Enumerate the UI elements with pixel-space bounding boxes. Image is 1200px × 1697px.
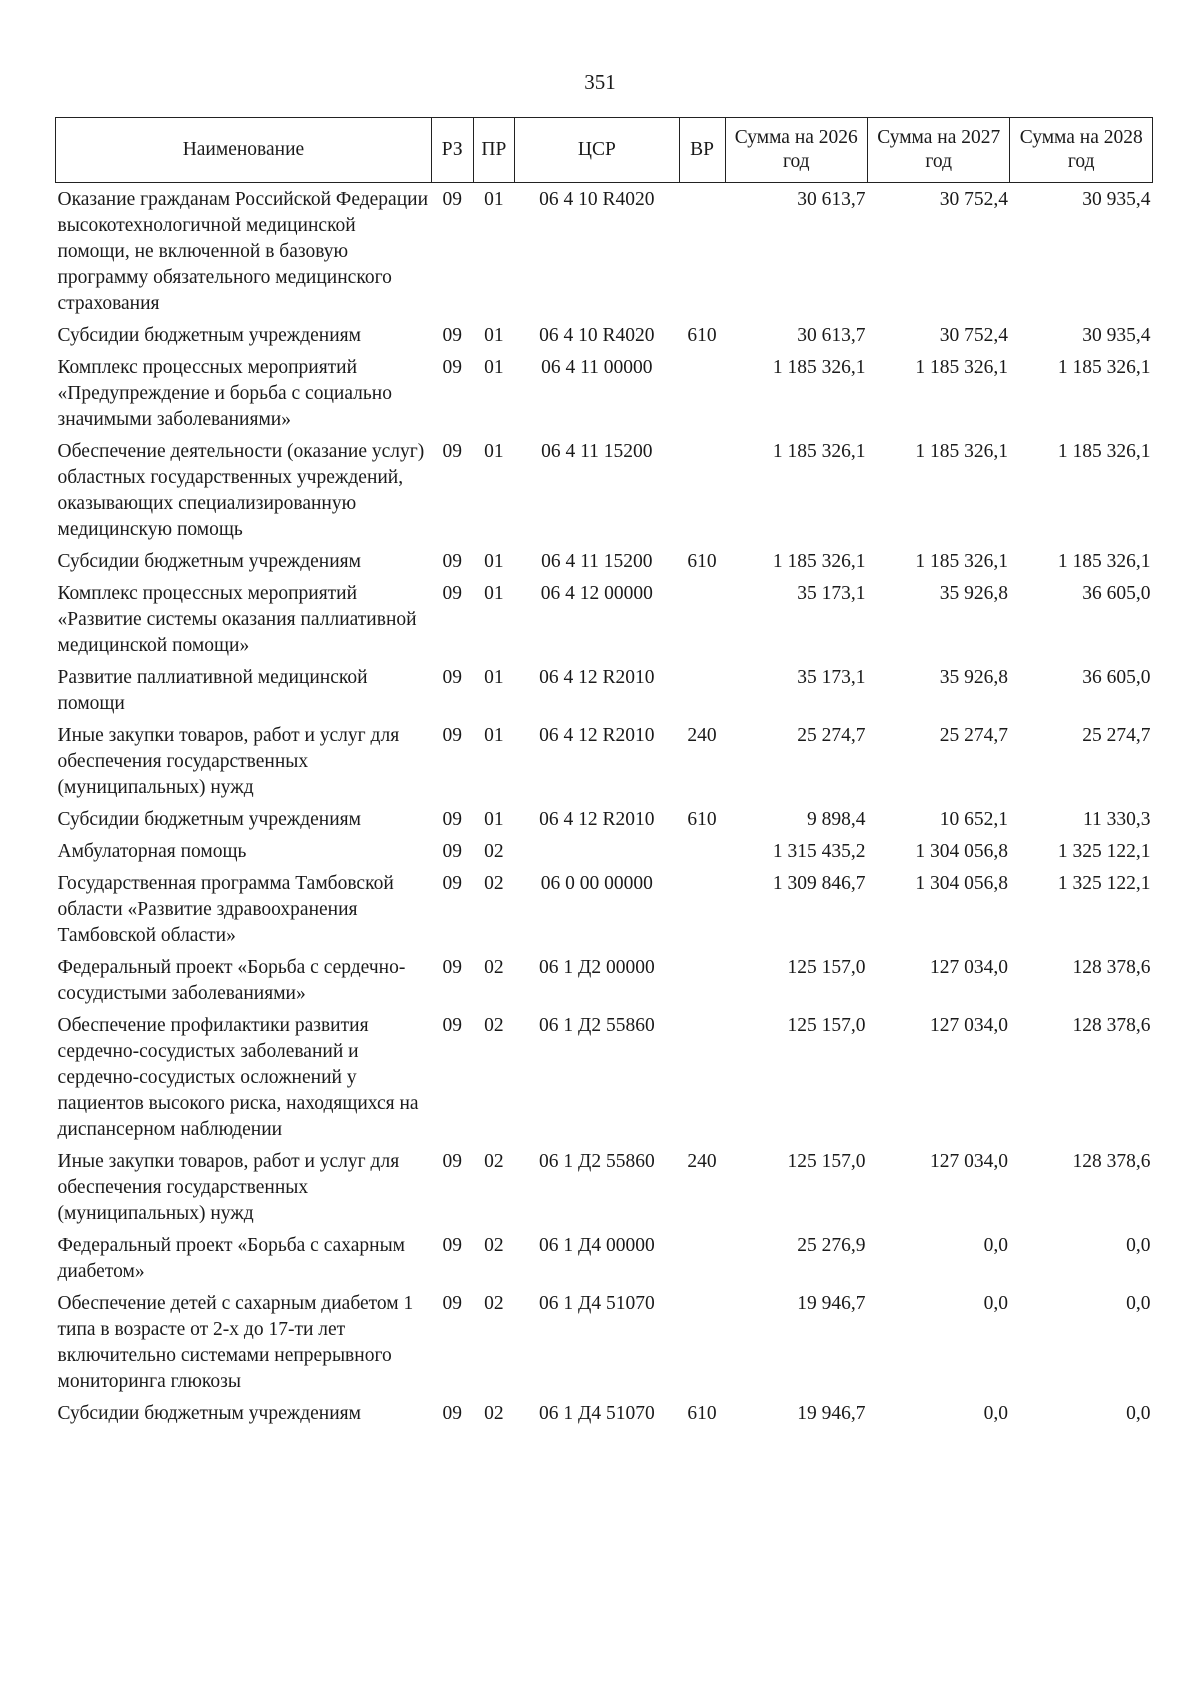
cell-sum-2027: 0,0 [983,1235,1008,1256]
cell-pr: 02 [484,1293,504,1314]
cell-sum-2028: 1 325 122,1 [1057,841,1151,862]
cell-sum-2026: 125 157,0 [787,1151,866,1172]
cell-vr [679,351,725,435]
cell-sum-2027: 1 185 326,1 [915,551,1008,572]
cell-sum-2027: 127 034,0 [929,1151,1008,1172]
cell-pr: 02 [484,841,504,862]
cell-name: Субсидии бюджетным учреждениям [57,551,361,572]
cell-vr [679,1229,725,1287]
table-header-row [56,118,1153,183]
header-rz: РЗ [431,118,473,183]
cell-vr [679,435,725,545]
cell-csr: 06 1 Д2 00000 [539,957,655,978]
cell-sum-2027: 25 274,7 [939,725,1008,746]
cell-csr: 06 4 11 15200 [541,551,653,572]
cell-sum-2028: 1 325 122,1 [1057,873,1151,894]
cell-sum-2027: 1 185 326,1 [915,441,1008,462]
cell-pr: 02 [484,1235,504,1256]
cell-sum-2026: 35 173,1 [797,583,866,604]
cell-rz: 09 [442,551,462,572]
cell-name: Амбулаторная помощь [57,841,247,862]
table-row [56,835,1153,867]
cell-pr: 01 [484,583,504,604]
cell-rz: 09 [442,1235,462,1256]
cell-csr: 06 1 Д4 51070 [539,1403,655,1424]
cell-rz: 09 [442,441,462,462]
header-sum-2026: Сумма на 2026 год [725,118,867,183]
cell-sum-2026: 1 185 326,1 [772,551,866,572]
cell-rz: 09 [442,1293,462,1314]
cell-rz: 09 [442,1015,462,1036]
cell-sum-2027: 35 926,8 [939,667,1008,688]
table-row [56,1009,1153,1145]
cell-sum-2027: 1 304 056,8 [915,841,1008,862]
table-row [56,319,1153,351]
cell-vr: 240 [687,725,717,746]
budget-table [55,117,1153,1429]
cell-vr: 610 [687,809,717,830]
cell-sum-2027: 127 034,0 [929,1015,1008,1036]
cell-csr: 06 4 11 00000 [541,357,653,378]
cell-sum-2028: 1 185 326,1 [1057,357,1151,378]
cell-sum-2026: 25 274,7 [797,725,866,746]
cell-sum-2026: 1 185 326,1 [772,357,866,378]
cell-sum-2026: 35 173,1 [797,667,866,688]
cell-csr: 06 4 12 R2010 [539,725,655,746]
cell-pr: 02 [484,1403,504,1424]
cell-pr: 01 [484,551,504,572]
table-row [56,803,1153,835]
cell-pr: 01 [484,357,504,378]
cell-vr [679,577,725,661]
cell-name: Обеспечение деятельности (оказание услуг) областных государственных учреждений, оказывающих специализированную медицинскую помощь [57,441,425,540]
cell-vr [679,183,725,320]
cell-sum-2027: 1 185 326,1 [915,357,1008,378]
table-row [56,867,1153,951]
cell-pr: 01 [484,809,504,830]
cell-vr [679,835,725,867]
cell-sum-2027: 0,0 [983,1403,1008,1424]
page-number: 351 [584,70,616,94]
cell-vr: 610 [687,551,717,572]
cell-sum-2028: 1 185 326,1 [1057,551,1151,572]
table-row [56,719,1153,803]
cell-rz: 09 [442,583,462,604]
cell-csr: 06 1 Д2 55860 [539,1151,655,1172]
cell-vr [679,1287,725,1397]
cell-csr: 06 4 12 R2010 [539,667,655,688]
cell-csr: 06 1 Д2 55860 [539,1015,655,1036]
cell-vr [679,1009,725,1145]
cell-vr: 610 [687,325,717,346]
cell-sum-2028: 36 605,0 [1082,583,1151,604]
header-name: Наименование [56,118,432,183]
cell-csr: 06 1 Д4 00000 [539,1235,655,1256]
cell-pr: 01 [484,189,504,210]
cell-rz: 09 [442,667,462,688]
cell-pr: 01 [484,441,504,462]
cell-sum-2026: 19 946,7 [797,1403,866,1424]
cell-sum-2026: 25 276,9 [797,1235,866,1256]
cell-rz: 09 [442,325,462,346]
cell-sum-2028: 30 935,4 [1082,189,1151,210]
cell-sum-2027: 10 652,1 [939,809,1008,830]
header-sum-2027: Сумма на 2027 год [868,118,1010,183]
cell-vr [679,661,725,719]
cell-sum-2026: 125 157,0 [787,1015,866,1036]
table-row [56,951,1153,1009]
cell-vr [679,951,725,1009]
cell-rz: 09 [442,957,462,978]
cell-csr: 06 4 12 R2010 [539,809,655,830]
cell-sum-2028: 128 378,6 [1072,1015,1151,1036]
cell-pr: 01 [484,325,504,346]
cell-pr: 02 [484,873,504,894]
cell-rz: 09 [442,841,462,862]
cell-name: Иные закупки товаров, работ и услуг для обеспечения государственных (муниципальных) нужд [57,1151,400,1224]
cell-vr: 610 [687,1403,717,1424]
table-body [56,183,1153,1430]
cell-csr: 06 4 11 15200 [541,441,653,462]
cell-sum-2028: 30 935,4 [1082,325,1151,346]
cell-rz: 09 [442,189,462,210]
cell-sum-2028: 128 378,6 [1072,957,1151,978]
cell-sum-2027: 0,0 [983,1293,1008,1314]
cell-sum-2028: 0,0 [1126,1403,1151,1424]
table-row [56,183,1153,320]
cell-name: Субсидии бюджетным учреждениям [57,325,361,346]
cell-csr: 06 1 Д4 51070 [539,1293,655,1314]
table-row [56,545,1153,577]
cell-csr: 06 4 12 00000 [540,583,653,604]
cell-pr: 02 [484,1015,504,1036]
cell-rz: 09 [442,873,462,894]
cell-pr: 02 [484,1151,504,1172]
header-vr: ВР [679,118,725,183]
cell-vr [679,867,725,951]
cell-name: Комплекс процессных мероприятий «Предупреждение и борьба с социально значимыми заболеваниями» [57,357,392,430]
cell-name: Субсидии бюджетным учреждениям [57,809,361,830]
cell-sum-2028: 11 330,3 [1082,809,1151,830]
cell-name: Обеспечение детей с сахарным диабетом 1 типа в возрасте от 2-х до 17-ти лет включительно системами непрерывного мониторинга глюкозы [57,1293,414,1392]
cell-rz: 09 [442,725,462,746]
table-row [56,1229,1153,1287]
header-pr: ПР [473,118,515,183]
header-csr: ЦСР [515,118,679,183]
table-row [56,1397,1153,1429]
cell-sum-2028: 128 378,6 [1072,1151,1151,1172]
cell-sum-2026: 9 898,4 [807,809,866,830]
cell-rz: 09 [442,1151,462,1172]
cell-csr: 06 4 10 R4020 [539,189,655,210]
cell-sum-2026: 1 309 846,7 [772,873,866,894]
cell-name: Федеральный проект «Борьба с сердечно-сосудистыми заболеваниями» [57,957,406,1004]
cell-name: Комплекс процессных мероприятий «Развитие системы оказания паллиативной медицинской помощи» [57,583,417,656]
cell-sum-2028: 36 605,0 [1082,667,1151,688]
cell-pr: 01 [484,725,504,746]
cell-sum-2026: 30 613,7 [797,325,866,346]
header-sum-2028: Сумма на 2028 год [1010,118,1153,183]
cell-csr [515,835,679,867]
table-row [56,577,1153,661]
cell-rz: 09 [442,809,462,830]
cell-name: Федеральный проект «Борьба с сахарным диабетом» [57,1235,406,1282]
cell-sum-2027: 127 034,0 [929,957,1008,978]
cell-name: Иные закупки товаров, работ и услуг для обеспечения государственных (муниципальных) нужд [57,725,400,798]
cell-sum-2027: 1 304 056,8 [915,873,1008,894]
table-row [56,661,1153,719]
cell-sum-2028: 0,0 [1126,1235,1151,1256]
cell-sum-2028: 25 274,7 [1082,725,1151,746]
cell-sum-2026: 19 946,7 [797,1293,866,1314]
cell-rz: 09 [442,357,462,378]
cell-name: Развитие паллиативной медицинской помощи [57,667,368,714]
cell-name: Государственная программа Тамбовской области «Развитие здравоохранения Тамбовской области» [57,873,394,946]
cell-sum-2026: 125 157,0 [787,957,866,978]
cell-name: Обеспечение профилактики развития сердечно-сосудистых заболеваний и сердечно-сосудистых осложнений у пациентов высокого риска, находящихся на диспансерном наблюдении [57,1015,419,1140]
cell-name: Оказание гражданам Российской Федерации высокотехнологичной медицинской помощи, не включенной в базовую программу обязательного медицинского страхования [57,189,428,314]
cell-sum-2028: 0,0 [1126,1293,1151,1314]
cell-sum-2027: 30 752,4 [939,189,1008,210]
cell-sum-2027: 35 926,8 [939,583,1008,604]
cell-sum-2026: 1 315 435,2 [772,841,866,862]
cell-pr: 02 [484,957,504,978]
cell-name: Субсидии бюджетным учреждениям [57,1403,361,1424]
cell-sum-2028: 1 185 326,1 [1057,441,1151,462]
table-row [56,1287,1153,1397]
cell-csr: 06 0 00 00000 [540,873,653,894]
cell-csr: 06 4 10 R4020 [539,325,655,346]
cell-vr: 240 [687,1151,717,1172]
cell-sum-2026: 30 613,7 [797,189,866,210]
cell-sum-2027: 30 752,4 [939,325,1008,346]
cell-pr: 01 [484,667,504,688]
table-row [56,435,1153,545]
cell-rz: 09 [442,1403,462,1424]
cell-sum-2026: 1 185 326,1 [772,441,866,462]
table-row [56,1145,1153,1229]
table-row [56,351,1153,435]
